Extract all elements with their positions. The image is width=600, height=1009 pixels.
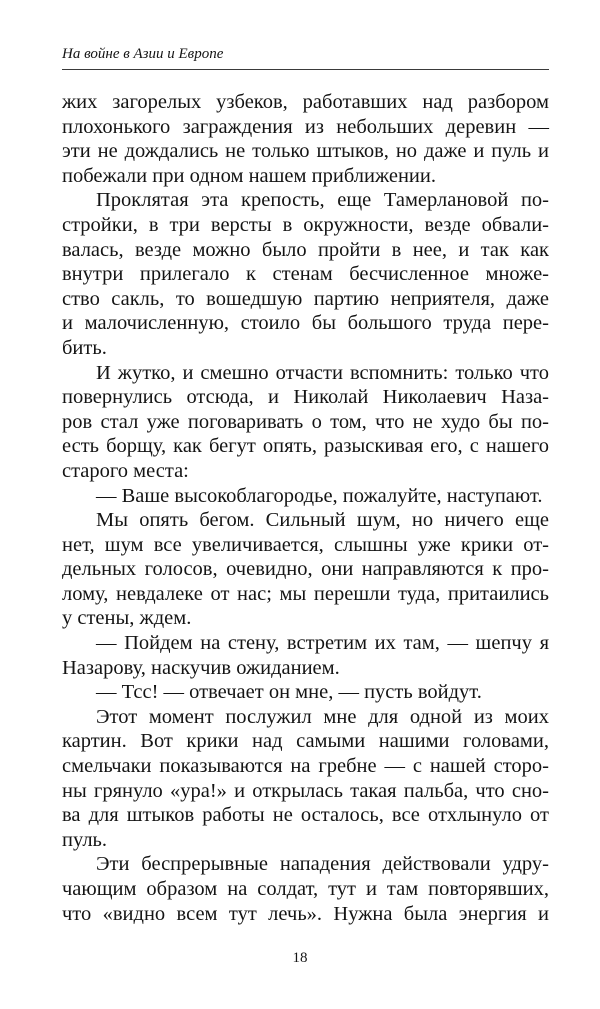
text-line: пуль. [62, 828, 108, 851]
text-line: старого места: [62, 459, 189, 482]
text-line: бить. [62, 336, 107, 359]
text-line: и малочисленную, стоило бы большого труда пере- [62, 312, 549, 335]
text-line: картин. Вот крики над самыми нашими головами, [62, 730, 549, 753]
text-line: Этот момент послужил мне для одной из моих [96, 705, 549, 728]
text-line: ва для штыков работы не осталось, все отхлынуло от [62, 804, 549, 827]
text-line: — Тсс! — отвечает он мне, — пусть войдут. [96, 681, 482, 704]
text-line: И жутко, и смешно отчасти вспомнить: только что [96, 361, 549, 384]
running-header: На войне в Азии и Европе [62, 46, 224, 62]
main-text [62, 90, 549, 926]
text-line: валась, везде можно было пройти в нее, и так как [62, 238, 549, 261]
text-line: стройки, в три версты в окружности, везде обвали- [62, 213, 549, 236]
text-line: лому, невдалеке от нас; мы перешли туда, притаились [62, 582, 549, 605]
text-line: внутри прилегало к стенам бесчисленное множе- [62, 263, 549, 286]
text-line: Эти беспрерывные нападения действовали удру- [96, 853, 549, 876]
text-line: эти не дождались не только штыков, но даже и пуль и [62, 140, 549, 163]
text-line: побежали при одном нашем приближении. [62, 164, 436, 187]
text-line: — Пойдем на стену, встретим их там, — шепчу я [96, 632, 549, 655]
text-line: есть борщу, как бегут опять, разыскивая его, с нашего [62, 435, 549, 458]
text-line: нет, шум все увеличивается, слышны уже крики от- [62, 533, 549, 556]
text-line: смельчаки показываются на гребне — с нашей сторо- [62, 755, 549, 778]
text-line: ров стал уже поговаривать о том, что не худо бы по- [62, 410, 549, 433]
text-line: что «видно всем тут лечь». Нужна была энергия и [62, 902, 549, 925]
page-number: 18 [292, 950, 308, 966]
text-line: у стены, ждем. [62, 607, 192, 630]
text-line: ство сакль, то вошедшую партию неприятеля, даже [62, 287, 549, 310]
text-line: жих загорелых узбеков, работавших над разбором [62, 91, 549, 113]
text-line: чающим образом на солдат, тут и там повторявших, [62, 878, 549, 900]
text-line: Мы опять бегом. Сильный шум, но ничего еще [96, 509, 549, 532]
text-line: дельных голосов, очевидно, они направляются к про- [62, 558, 549, 581]
text-line: Назарову, наскучив ожиданием. [62, 656, 340, 679]
text-line: плохонького заграждения из небольших деревин — [62, 115, 549, 138]
header-rule [62, 69, 549, 70]
text-line: повернулись отсюда, и Николай Николаевич Наза- [62, 386, 549, 409]
text-line: Проклятая эта крепость, еще Тамерлановой по- [96, 189, 549, 212]
text-line: ны грянуло «ура!» и открылась такая пальба, что сно- [62, 779, 549, 802]
text-line: — Ваше высокоблагородье, пожалуйте, наступают. [96, 484, 543, 507]
